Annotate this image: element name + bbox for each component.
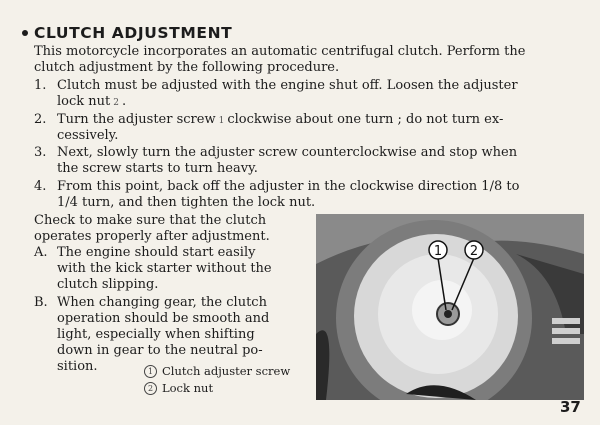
caption-row	[144, 364, 290, 378]
intro-line: clutch adjustment by the following procedure.	[34, 60, 340, 75]
check-line: Check to make sure that the clutch	[34, 213, 267, 228]
step-line-text: Turn the adjuster screw	[57, 112, 216, 127]
section-heading	[22, 24, 232, 42]
callout-2: 2	[469, 244, 479, 259]
page-number: 37	[560, 398, 581, 416]
intro-line: This motorcycle incorporates an automatic centrifugal clutch. Perform the	[34, 44, 526, 59]
step-line: 1/4 turn, and then tighten the lock nut.	[57, 195, 316, 210]
step-line-text: lock nut	[57, 94, 111, 109]
check-item-line: operation should be smooth and	[57, 311, 270, 326]
check-item-line: clutch slipping.	[57, 277, 159, 292]
check-item-line: light, especially when shifting	[57, 327, 255, 342]
check-label: B.	[34, 295, 48, 310]
step-line-text: clockwise about one turn ; do not turn ex-	[227, 112, 504, 127]
callout-1: 1	[433, 244, 443, 259]
step-number: 2.	[34, 112, 47, 127]
caption-mark: 2	[144, 382, 157, 395]
check-item-line: with the kick starter without the	[57, 261, 272, 276]
check-item-line: When changing gear, the clutch	[57, 295, 267, 310]
step-number: 3.	[34, 145, 47, 160]
caption-text: Lock nut	[162, 381, 214, 395]
step-line	[57, 112, 503, 129]
step-line: From this point, back off the adjuster in the clockwise direction 1/8 to	[57, 179, 520, 194]
check-item-line: sition.	[57, 359, 98, 374]
clutch-photo-illustration	[316, 214, 584, 400]
step-number: 1.	[34, 78, 47, 93]
step-line: Clutch must be adjusted with the engine shut off. Loosen the adjuster	[57, 78, 518, 93]
caption-text: Clutch adjuster screw	[162, 364, 291, 378]
caption-mark: 1	[144, 365, 157, 378]
check-item-line: The engine should start easily	[57, 245, 256, 260]
step-line: cessively.	[57, 128, 119, 143]
reference-mark: 1	[218, 116, 225, 126]
clutch-photo	[316, 214, 584, 400]
check-item-line: down in gear to the neutral po-	[57, 343, 263, 358]
step-line: lock nut 2 .	[57, 94, 127, 109]
check-line: operates properly after adjustment.	[34, 229, 270, 244]
step-number: 4.	[34, 179, 47, 194]
step-line: the screw starts to turn heavy.	[57, 161, 258, 176]
caption-row	[144, 381, 213, 395]
check-label: A.	[34, 245, 48, 260]
step-line: Next, slowly turn the adjuster screw counterclockwise and stop when	[57, 145, 518, 160]
reference-mark: 2	[113, 98, 119, 108]
bullet-icon	[22, 30, 28, 36]
section-title: CLUTCH ADJUSTMENT	[34, 24, 233, 42]
